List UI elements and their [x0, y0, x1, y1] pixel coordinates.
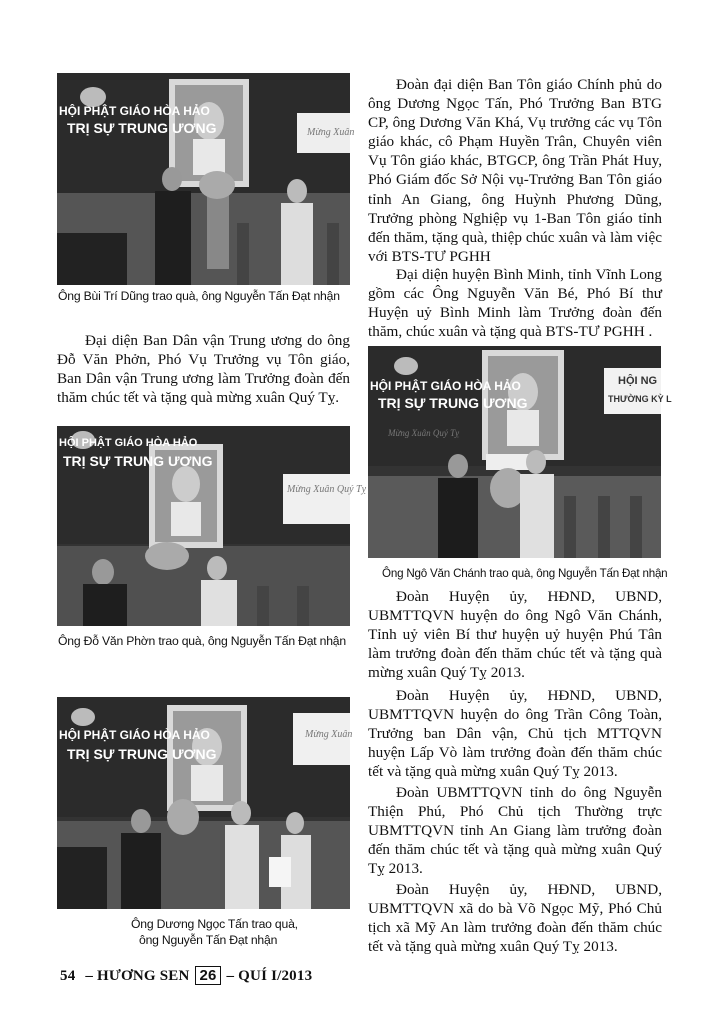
photo-2-caption: Ông Ngô Văn Chánh trao quà, ông Nguyễn Tấn Đạt nhận [382, 567, 668, 580]
banner-line-1: HỘI PHẬT GIÁO HÒA HẢO [59, 437, 198, 449]
magazine-name: HƯƠNG SEN [97, 968, 190, 984]
photo-4-caption-line-2: ông Nguyễn Tấn Đạt nhận [139, 933, 278, 947]
sign-text: Mừng Xuân [305, 729, 353, 740]
paragraph-btg-delegation: Đoàn đại diện Ban Tôn giáo Chính phủ do ông Dương Ngọc Tấn, Phó Trưởng Ban BTG CP, ông Dương Văn Khá, Vụ trưởng các vụ Tôn giáo khác, cô Phạm Huyền Trân, Chuyên viên Vụ Tôn giáo khác, BTGCP, ông Trần Phát Huy, Phó Giám đốc Sở Nội vụ-Trưởng Ban Tôn giáo tỉnh An Giang, ông Huỳnh Phương Dũng, Trưởng phòng Nghiệp vụ 1-Ban Tôn giáo tỉnh đến thăm, tặng quà, thiệp chúc xuân và làm việc với BTS-TƯ PGHH [368, 76, 662, 265]
photo-1 [57, 73, 355, 285]
right-banner-line-2: THƯỜNG KỲ L [608, 394, 672, 404]
right-banner-line-1: HỘI NG [618, 375, 658, 387]
banner-line-1: HỘI PHẬT GIÁO HÒA HẢO [59, 104, 210, 118]
photo-4 [57, 697, 353, 909]
photo-3-caption: Ông Đỗ Văn Phờn trao quà, ông Nguyễn Tấn Đạt nhận [58, 634, 346, 648]
page-footer [60, 966, 312, 985]
paragraph-ubmttqvn-an-giang: Đoàn UBMTTQVN tỉnh do ông Nguyễn Thiện Phú, Phó Chủ tịch Thường trực UBMTTQVN tỉnh An Giang làm trưởng đoàn đến thăm chúc tết và tặng quà mừng xuân Quý Tỵ 2013. [368, 784, 662, 878]
banner-line-2: TRỊ SỰ TRUNG ƯƠNG [67, 120, 217, 136]
photo-2 [368, 346, 672, 558]
issue-quarter: – QUÍ I/2013 [226, 968, 313, 984]
banner-line-2: TRỊ SỰ TRUNG ƯƠNG [67, 746, 217, 762]
sign-text: Mừng Xuân Quý Tỵ [388, 428, 460, 438]
paragraph-phu-tan: Đoàn Huyện ủy, HĐND, UBND, UBMTTQVN huyện do ông Ngô Văn Chánh, Tỉnh uỷ viên Bí thư huyện uỷ huyện Phú Tân làm trưởng đoàn đến thăm chúc tết và tặng quà mừng xuân Quý Tỵ 2013. [368, 588, 662, 682]
banner-line-2: TRỊ SỰ TRUNG ƯƠNG [378, 395, 528, 411]
issue-number: 26 [195, 966, 220, 985]
paragraph-binh-minh: Đại diện huyện Bình Minh, tỉnh Vĩnh Long gồm các Ông Nguyễn Văn Bé, Phó Bí thư Huyện uỷ Bình Minh làm Trưởng đoàn đến thăm, chúc xuân và tặng quà BTS-TƯ PGHH . [368, 266, 662, 341]
paragraph-my-an: Đoàn Huyện ủy, HĐND, UBND, UBMTTQVN xã do bà Võ Ngọc Mỹ, Phó Chủ tịch xã Mỹ An làm trưởng đoàn đến thăm chúc tết và tặng quà mừng xuân Quý Tỵ 2013. [368, 881, 662, 956]
banner-line-1: HỘI PHẬT GIÁO HÒA HẢO [370, 379, 521, 393]
paragraph-dan-van: Đại diện Ban Dân vận Trung ương do ông Đỗ Văn Phởn, Phó Vụ Trưởng vụ Tôn giáo, Ban Dân vận Trung ương làm Trưởng đoàn đến thăm chúc tết và tặng quà mừng xuân Quý Tỵ. [57, 332, 350, 407]
sign-text: Mừng Xuân Quý Tỵ [287, 484, 367, 495]
banner-line-2: TRỊ SỰ TRUNG ƯƠNG [63, 453, 213, 469]
banner-line-1: HỘI PHẬT GIÁO HÒA HẢO [59, 728, 210, 742]
paragraph-lap-vo: Đoàn Huyện ủy, HĐND, UBND, UBMTTQVN huyện do ông Trần Công Toàn, Trưởng ban Dân vận, Chủ tịch MTTQVN huyện Lấp Vò làm trưởng đoàn đến thăm chúc tết và tặng quà mừng xuân Quý Tỵ 2013. [368, 687, 662, 781]
footer-dash: – [85, 968, 94, 984]
photo-4-caption-line-1: Ông Dương Ngọc Tấn trao quà, [131, 917, 298, 931]
sign-text: Mừng Xuân [307, 127, 355, 138]
photo-3 [57, 426, 367, 626]
page-number: 54 [60, 968, 76, 984]
photo-1-caption: Ông Bùi Trí Dũng trao quà, ông Nguyễn Tấn Đạt nhận [58, 289, 340, 303]
